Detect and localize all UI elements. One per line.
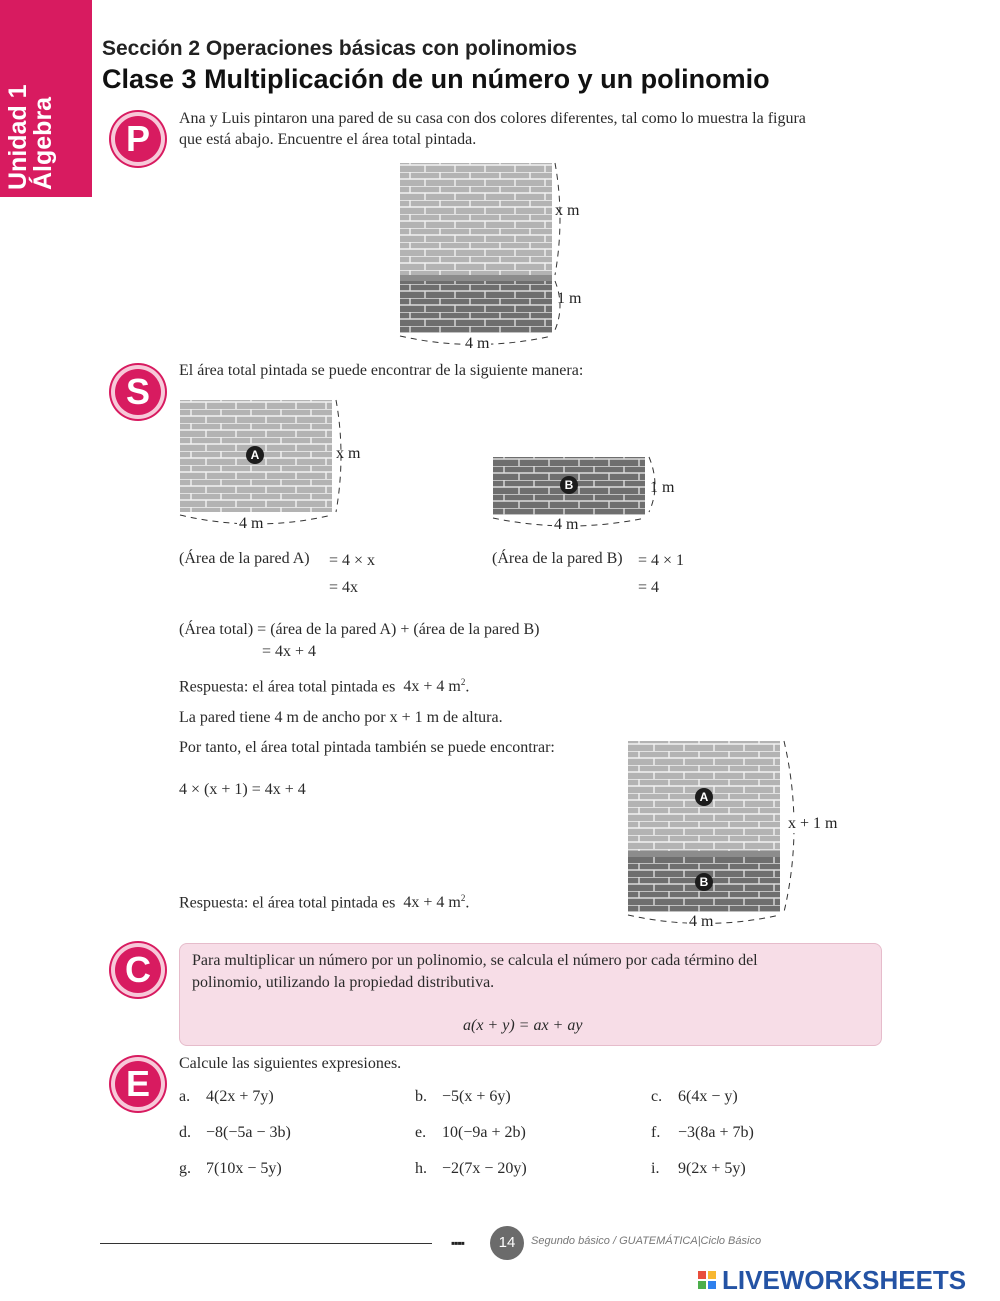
wall-b-height: 1 m — [650, 479, 675, 496]
class-title: Clase 3 Multiplicación de un número y un polinomio — [102, 64, 770, 94]
answer-1 — [179, 672, 469, 697]
logo-text: LIVEWORKSHEETS — [722, 1264, 967, 1295]
exercise-i-letter: i. — [651, 1160, 660, 1177]
exercise-a-expr: 4(2x + 7y) — [206, 1088, 274, 1105]
answer-2-suffix: . — [465, 894, 470, 912]
area-b-label: (Área de la pared B) — [492, 550, 623, 567]
answer-1-value: 4x + 4 m — [403, 678, 461, 696]
exercise-c-expr: 6(4x − y) — [678, 1088, 738, 1105]
answer-2-sup: 2 — [460, 893, 466, 903]
unit-tab — [0, 0, 92, 197]
product-equation: 4 × (x + 1) = 4x + 4 — [179, 781, 306, 798]
answer-2 — [179, 888, 469, 913]
concept-line-1: Para multiplicar un número por un polinomio, se calcula el número por cada término del — [192, 952, 758, 969]
solution-intro: El área total pintada se puede encontrar de la siguiente manera: — [179, 362, 584, 379]
exercise-b-letter: b. — [415, 1088, 427, 1105]
exercise-intro: Calcule las siguientes expresiones. — [179, 1055, 402, 1072]
combined-wall-figure — [624, 737, 814, 932]
exercise-f-expr: −3(8a + 7b) — [678, 1124, 754, 1141]
exercise-b-expr: −5(x + 6y) — [442, 1088, 511, 1105]
wall-a-width: 4 m — [239, 515, 264, 532]
unit-tab-text — [6, 0, 56, 190]
exercise-d-letter: d. — [179, 1124, 191, 1141]
exercise-d-expr: −8(−5a − 3b) — [206, 1124, 291, 1141]
also-text: Por tanto, el área total pintada también se puede encontrar: — [179, 739, 555, 756]
page-number: 14 — [490, 1226, 524, 1260]
exercise-e-letter: e. — [415, 1124, 427, 1141]
exercise-h-expr: −2(7x − 20y) — [442, 1160, 527, 1177]
light-wall — [400, 163, 552, 275]
exercise-g-letter: g. — [179, 1160, 191, 1177]
logo-icon — [697, 1270, 719, 1290]
footer-text: Segundo básico / GUATEMÁTICA|Ciclo Básico — [531, 1235, 762, 1247]
concept-badge: C — [111, 943, 165, 997]
wall-a-figure — [176, 395, 366, 535]
footer-dots: ▪▪▪▪ — [451, 1236, 465, 1250]
area-b-eq2: = 4 — [638, 579, 660, 596]
exercise-badge: E — [111, 1057, 165, 1111]
footer-rule — [100, 1243, 432, 1244]
wall-b-width: 4 m — [554, 516, 579, 533]
area-a-eq2: = 4x — [329, 579, 359, 596]
total-area-line-1: (Área total) = (área de la pared A) + (área de la pared B) — [179, 621, 540, 638]
exercise-a-letter: a. — [179, 1088, 191, 1105]
wall-a-height: x m — [336, 445, 361, 462]
unit-topic: Álgebra — [29, 96, 57, 190]
answer-2-prefix: Respuesta: el área total pintada es — [179, 894, 396, 912]
fig2-width: 4 m — [689, 913, 714, 930]
exercise-c-letter: c. — [651, 1088, 663, 1105]
total-area-line-2: = 4x + 4 — [262, 643, 317, 660]
concept-formula: a(x + y) = ax + ay — [463, 1017, 583, 1034]
area-a-eq1: = 4 × x — [329, 552, 376, 569]
liveworksheets-logo[interactable] — [697, 1265, 966, 1295]
exercise-i-expr: 9(2x + 5y) — [678, 1160, 746, 1177]
fig2-height: x + 1 m — [788, 815, 838, 832]
fig2-label-a: A — [695, 788, 713, 806]
problem-line-1: Ana y Luis pintaron una pared de su casa con dos colores diferentes, tal como lo muestra la figura — [179, 110, 806, 127]
answer-1-sup: 2 — [460, 677, 466, 687]
fig1-height-x: x m — [555, 202, 580, 219]
exercise-g-expr: 7(10x − 5y) — [206, 1160, 282, 1177]
area-b-eq1: = 4 × 1 — [638, 552, 685, 569]
problem-line-2: que está abajo. Encuentre el área total pintada. — [179, 131, 477, 148]
exercise-h-letter: h. — [415, 1160, 427, 1177]
exercise-e-expr: 10(−9a + 2b) — [442, 1124, 526, 1141]
problem-wall-figure — [395, 158, 615, 358]
wall-a-label: A — [246, 446, 264, 464]
area-a-label: (Área de la pared A) — [179, 550, 310, 567]
dark-wall — [400, 281, 552, 333]
fig1-height-1: 1 m — [557, 290, 582, 307]
answer-2-value: 4x + 4 m — [403, 894, 461, 912]
exercise-f-letter: f. — [651, 1124, 661, 1141]
answer-1-prefix: Respuesta: el área total pintada es — [179, 678, 396, 696]
solution-badge: S — [111, 365, 165, 419]
wall-b-label: B — [560, 476, 578, 494]
unit-label: Unidad 1 — [4, 84, 32, 190]
problem-badge: P — [111, 112, 165, 166]
fig1-width: 4 m — [465, 335, 490, 352]
answer-1-suffix: . — [465, 678, 470, 696]
concept-line-2: polinomio, utilizando la propiedad distributiva. — [192, 974, 495, 991]
fig2-label-b: B — [695, 873, 713, 891]
wall-dimensions: La pared tiene 4 m de ancho por x + 1 m de altura. — [179, 709, 503, 726]
section-title: Sección 2 Operaciones básicas con polinomios — [102, 37, 577, 60]
